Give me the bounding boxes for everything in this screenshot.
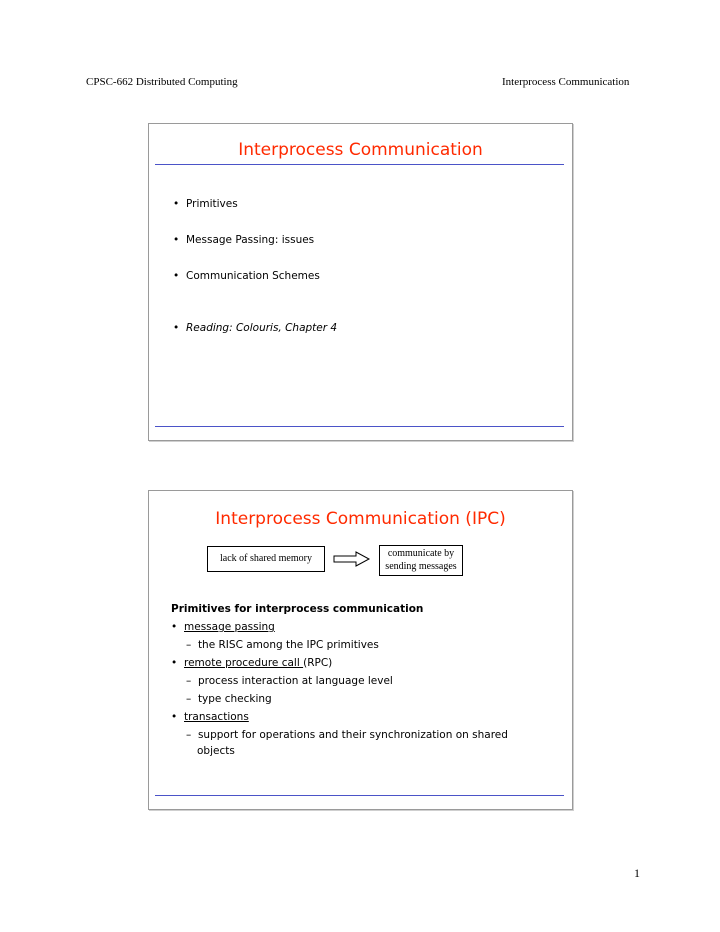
slide-1 <box>148 123 573 441</box>
bullet-dot-icon: • <box>173 270 180 282</box>
item-rpc: • remote procedure call (RPC) <box>171 657 333 669</box>
bullet-dot-icon: • <box>173 234 180 246</box>
sub-language-level: – process interaction at language level <box>186 675 393 687</box>
bullet-dot-icon: • <box>173 322 180 334</box>
bullet-dot-icon: • <box>171 711 178 723</box>
box-line-1: communicate by <box>387 548 455 559</box>
box-line-2: sending messages <box>385 561 457 572</box>
box-lack-shared-memory: lack of shared memory <box>207 546 325 572</box>
bullet-dot-icon: • <box>171 657 178 669</box>
bullet-dot-icon: • <box>173 198 180 210</box>
bullet-reading: • Reading: Colouris, Chapter 4 <box>173 322 338 334</box>
page-number: 1 <box>634 866 640 880</box>
slide-2-bottom-rule <box>155 795 564 796</box>
item-transactions: • transactions <box>171 711 249 723</box>
slide-2-title: Interprocess Communication (IPC) <box>215 509 506 529</box>
sub-risc: – the RISC among the IPC primitives <box>186 639 379 651</box>
sub-support-operations: – support for operations and their synchronization on shared <box>186 729 508 741</box>
arrow-right-icon <box>333 551 371 567</box>
header-right: Interprocess Communication <box>502 76 630 88</box>
sub-objects: objects <box>197 745 235 757</box>
box-communicate-by-messages <box>379 545 463 576</box>
slide-1-bottom-rule <box>155 426 564 427</box>
sub-type-checking: – type checking <box>186 693 272 705</box>
slide-2 <box>148 490 573 810</box>
item-message-passing: • message passing <box>171 621 275 633</box>
bullet-dot-icon: • <box>171 621 178 633</box>
header-left: CPSC-662 Distributed Computing <box>86 76 238 88</box>
bullet-message-passing: • Message Passing: issues <box>173 234 315 246</box>
slide-1-title: Interprocess Communication <box>238 140 483 160</box>
primitives-heading: Primitives for interprocess communication <box>171 603 424 615</box>
bullet-primitives: • Primitives <box>173 198 238 210</box>
slide-1-title-rule <box>155 164 564 165</box>
bullet-communication-schemes: • Communication Schemes <box>173 270 320 282</box>
